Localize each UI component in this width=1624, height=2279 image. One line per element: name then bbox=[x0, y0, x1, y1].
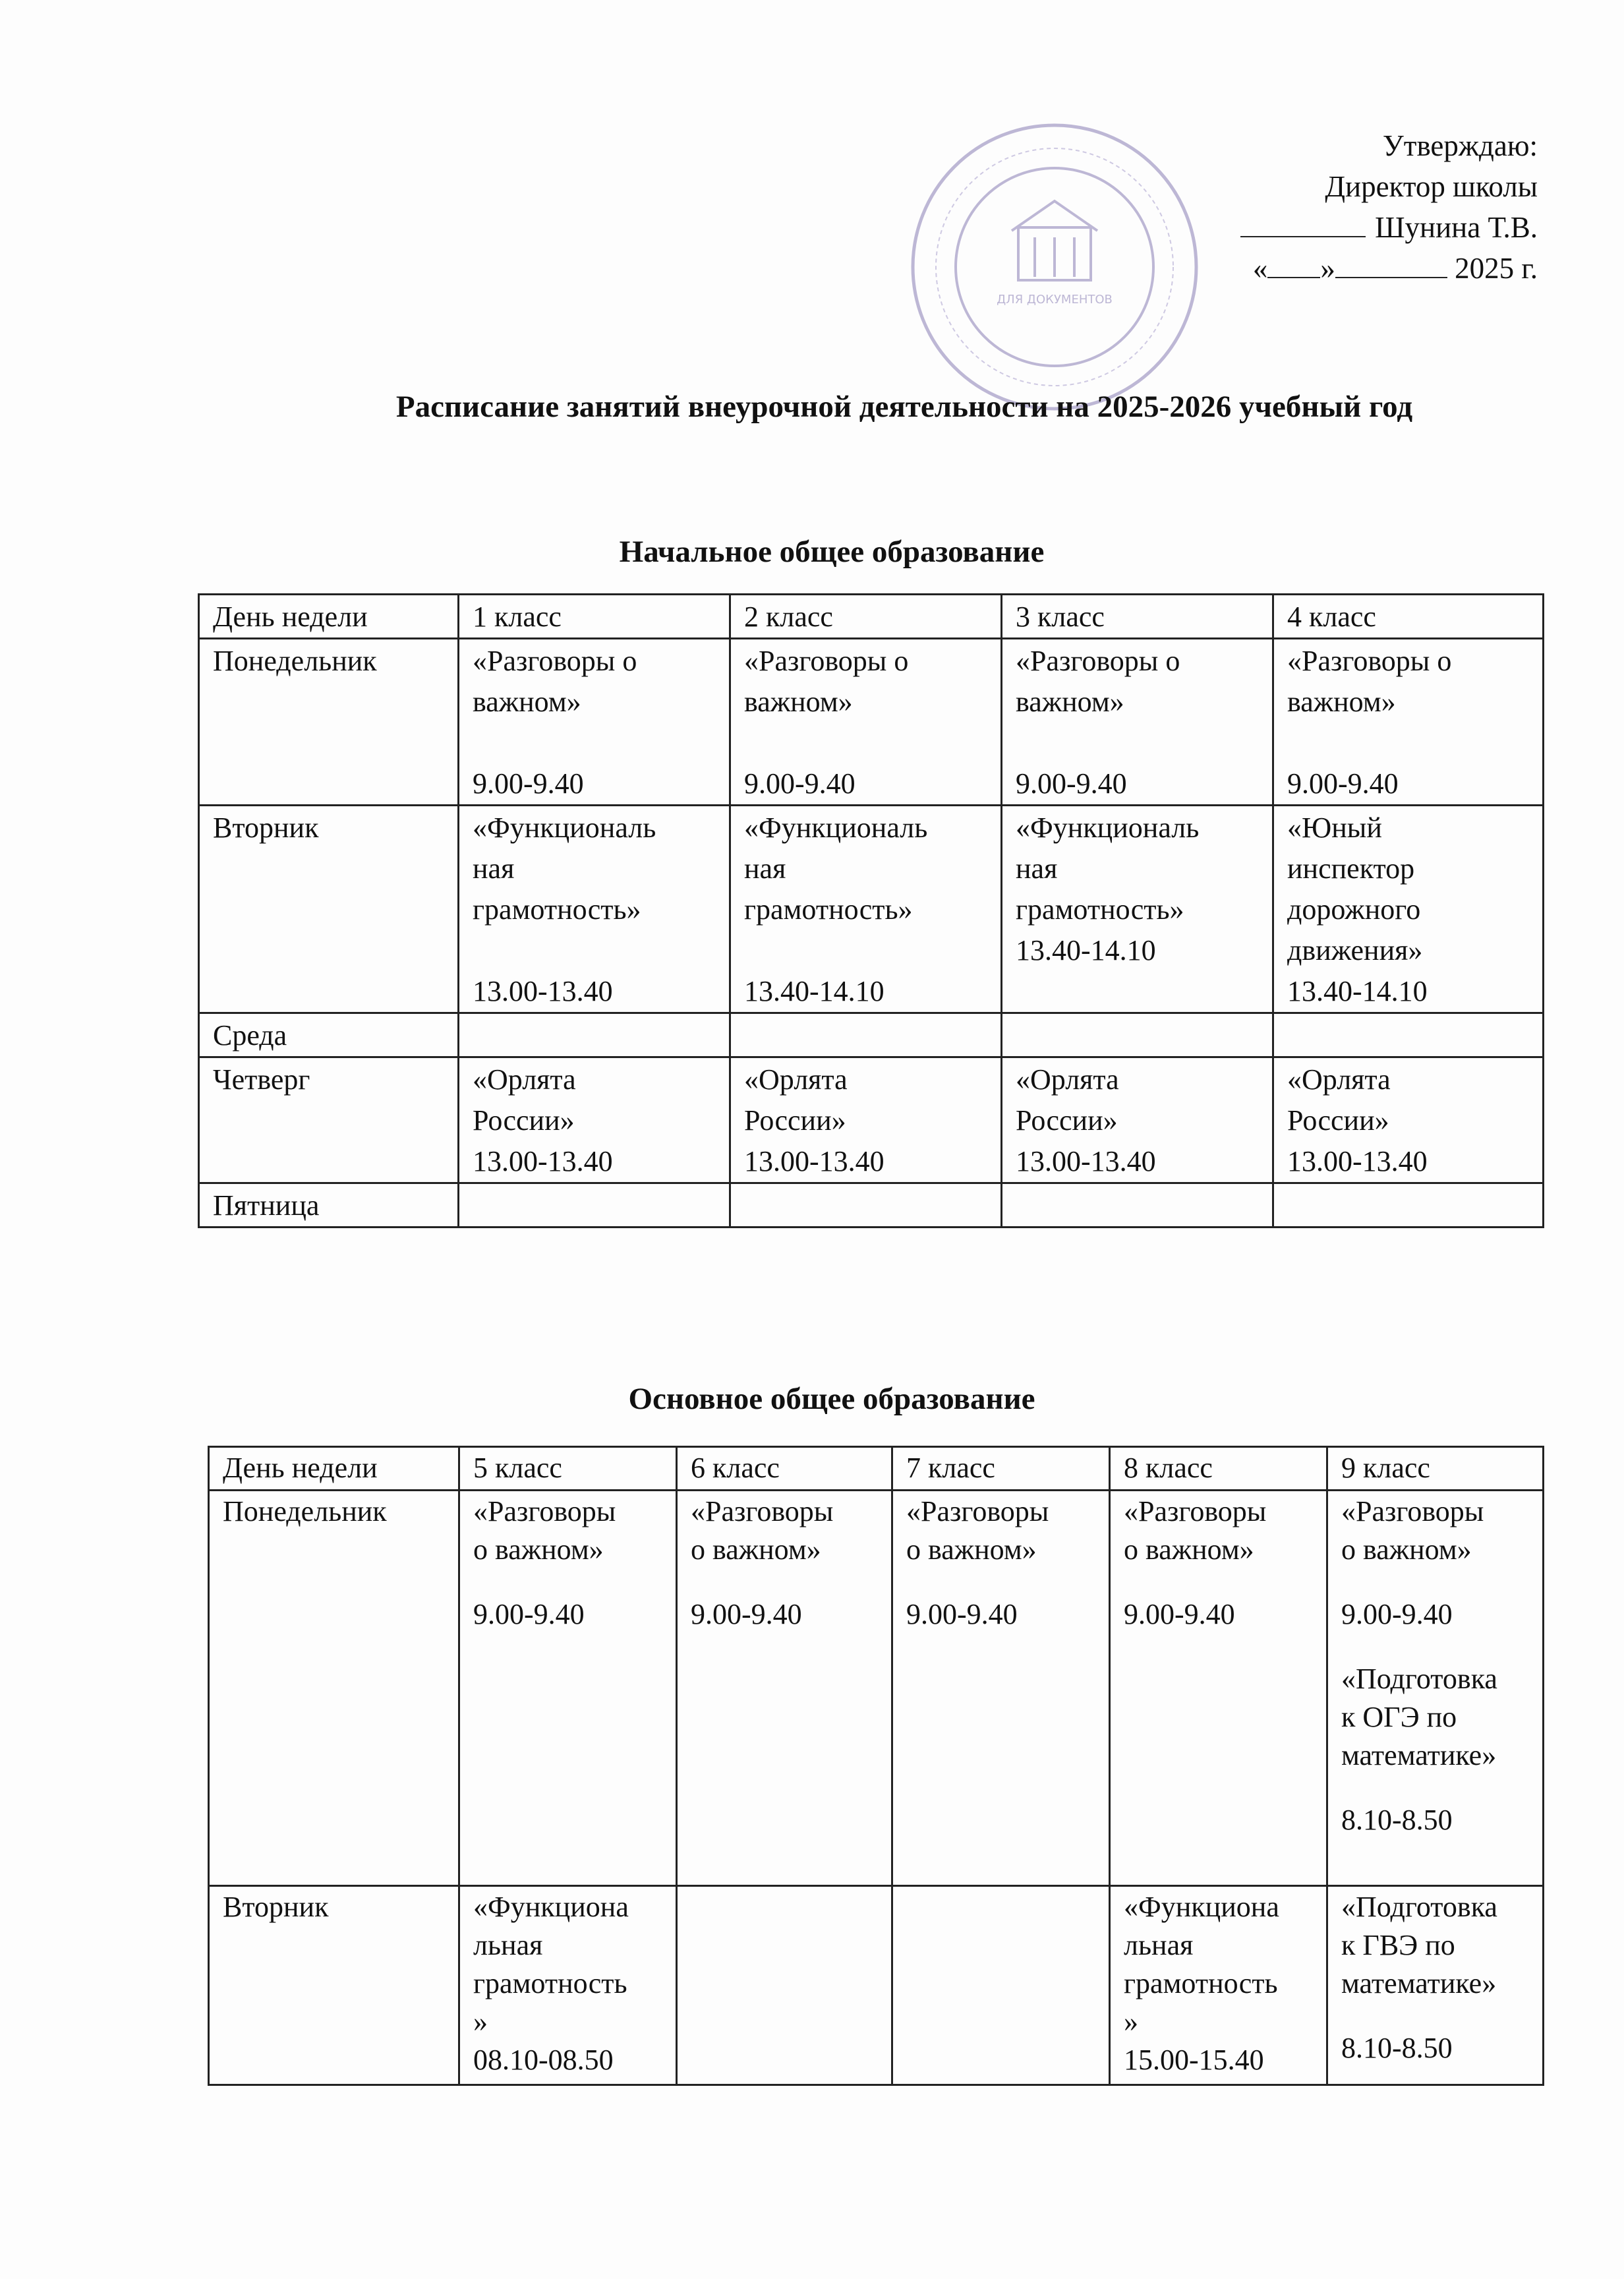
table-row bbox=[199, 1057, 1544, 1183]
header-day: День недели bbox=[209, 1447, 459, 1491]
activity-time: 13.00-13.40 bbox=[744, 1145, 884, 1177]
schedule-cell bbox=[1273, 1057, 1544, 1183]
activity-time: 13.40-14.10 bbox=[744, 975, 884, 1007]
activity-name: «Подготовка к ГВЭ по математике» bbox=[1341, 1891, 1497, 1999]
activity-name: «Разговоры о важном» bbox=[473, 1495, 616, 1566]
day-cell: Вторник bbox=[209, 1886, 459, 2085]
activity-time: 9.00-9.40 bbox=[906, 1598, 1018, 1630]
table-row bbox=[199, 806, 1544, 1013]
schedule-cell bbox=[1273, 1013, 1544, 1057]
signature-blank bbox=[1240, 210, 1366, 237]
schedule-cell bbox=[1110, 1491, 1327, 1886]
table-row bbox=[199, 1183, 1544, 1228]
day-cell: Понедельник bbox=[209, 1491, 459, 1886]
schedule-cell bbox=[730, 639, 1002, 806]
header-class-2: 2 класс bbox=[730, 595, 1002, 639]
date-year: 2025 г. bbox=[1455, 252, 1538, 285]
activity-name: «Орлята России» bbox=[473, 1063, 576, 1137]
schedule-cell bbox=[1327, 1886, 1544, 2085]
stamp-center-text: ДЛЯ ДОКУМЕНТОВ bbox=[997, 293, 1113, 307]
activity-time: 9.00-9.40 bbox=[473, 767, 584, 800]
schedule-cell bbox=[459, 806, 730, 1013]
schedule-cell bbox=[730, 1013, 1002, 1057]
activity-time: 13.00-13.40 bbox=[473, 1145, 613, 1177]
table-row bbox=[209, 1491, 1544, 1886]
day-cell: Понедельник bbox=[199, 639, 459, 806]
schedule-cell bbox=[1273, 639, 1544, 806]
activity-name: «Функциональ ная грамотность» bbox=[473, 812, 656, 926]
activity-name: «Разговоры о важном» bbox=[1124, 1495, 1267, 1566]
extra-activity-name: «Подготовка к ОГЭ по математике» bbox=[1341, 1663, 1497, 1771]
activity-time: 13.00-13.40 bbox=[1287, 1145, 1428, 1177]
table-header-row bbox=[209, 1447, 1544, 1491]
activity-time: 13.40-14.10 bbox=[1287, 975, 1428, 1007]
table-row bbox=[199, 1013, 1544, 1057]
header-day: День недели bbox=[199, 595, 459, 639]
activity-name: «Разговоры о важном» bbox=[1287, 645, 1452, 718]
header-class-3: 3 класс bbox=[1002, 595, 1273, 639]
day-cell: Четверг bbox=[199, 1057, 459, 1183]
table-row bbox=[209, 1886, 1544, 2085]
schedule-cell bbox=[459, 1491, 677, 1886]
table-row bbox=[199, 639, 1544, 806]
activity-name: «Орлята России» bbox=[1287, 1063, 1391, 1137]
activity-name: «Орлята России» bbox=[1016, 1063, 1119, 1137]
schedule-cell bbox=[1002, 1013, 1273, 1057]
activity-time: 08.10-08.50 bbox=[473, 2044, 614, 2076]
schedule-cell bbox=[1110, 1886, 1327, 2085]
activity-name: «Разговоры о важном» bbox=[744, 645, 909, 718]
activity-time: 9.00-9.40 bbox=[1016, 767, 1127, 800]
activity-time: 8.10-8.50 bbox=[1341, 2032, 1453, 2064]
schedule-cell bbox=[1002, 806, 1273, 1013]
director-name: Шунина Т.В. bbox=[1375, 211, 1538, 244]
schedule-cell bbox=[1273, 806, 1544, 1013]
schedule-cell bbox=[730, 1057, 1002, 1183]
schedule-cell bbox=[459, 1886, 677, 2085]
primary-section-title: Начальное общее образование bbox=[619, 535, 1045, 569]
activity-name: «Функциональ ная грамотность» bbox=[1016, 812, 1200, 926]
schedule-cell bbox=[892, 1491, 1110, 1886]
basic-section-title: Основное общее образование bbox=[628, 1382, 1035, 1416]
header-class-6: 6 класс bbox=[677, 1447, 892, 1491]
activity-time: 9.00-9.40 bbox=[1287, 767, 1399, 800]
activity-time: 15.00-15.40 bbox=[1124, 2044, 1264, 2076]
activity-time: 9.00-9.40 bbox=[1341, 1598, 1453, 1630]
activity-time: 9.00-9.40 bbox=[744, 767, 856, 800]
schedule-cell bbox=[1002, 639, 1273, 806]
activity-name: «Разговоры о важном» bbox=[473, 645, 637, 718]
activity-time: 13.00-13.40 bbox=[473, 975, 613, 1007]
activity-name: «Разговоры о важном» bbox=[906, 1495, 1049, 1566]
basic-schedule-table bbox=[208, 1446, 1544, 2086]
activity-name: «Функциона льная грамотность » bbox=[1124, 1891, 1279, 2038]
date-day-blank bbox=[1267, 251, 1320, 278]
schedule-cell bbox=[459, 1057, 730, 1183]
activity-name: «Разговоры о важном» bbox=[691, 1495, 834, 1566]
schedule-cell bbox=[730, 1183, 1002, 1228]
activity-name: «Юный инспектор дорожного движения» bbox=[1287, 812, 1423, 966]
activity-name: «Разговоры о важном» bbox=[1016, 645, 1180, 718]
schedule-cell bbox=[459, 1013, 730, 1057]
date-open-quote: « bbox=[1252, 252, 1268, 285]
schedule-cell bbox=[459, 1183, 730, 1228]
activity-name: «Функциона льная грамотность » bbox=[473, 1891, 629, 2038]
schedule-cell bbox=[1002, 1183, 1273, 1228]
schedule-cell bbox=[459, 639, 730, 806]
header-class-1: 1 класс bbox=[459, 595, 730, 639]
day-cell: Среда bbox=[199, 1013, 459, 1057]
director-position: Директор школы bbox=[1325, 170, 1538, 203]
schedule-cell bbox=[892, 1886, 1110, 2085]
schedule-cell bbox=[677, 1491, 892, 1886]
activity-time: 9.00-9.40 bbox=[473, 1598, 585, 1630]
date-close-quote: » bbox=[1320, 252, 1335, 285]
page-title: Расписание занятий внеурочной деятельности на 2025-2026 учебный год bbox=[395, 390, 1413, 424]
day-cell: Вторник bbox=[199, 806, 459, 1013]
activity-name: «Разговоры о важном» bbox=[1341, 1495, 1484, 1566]
date-month-blank bbox=[1335, 251, 1447, 278]
day-cell: Пятница bbox=[199, 1183, 459, 1228]
school-stamp bbox=[903, 115, 1206, 419]
approve-word: Утверждаю: bbox=[1382, 129, 1538, 162]
schedule-cell bbox=[730, 806, 1002, 1013]
activity-time: 9.00-9.40 bbox=[1124, 1598, 1235, 1630]
activity-time: 13.00-13.40 bbox=[1016, 1145, 1156, 1177]
table-header-row bbox=[199, 595, 1544, 639]
activity-time: 13.40-14.10 bbox=[1016, 934, 1156, 966]
primary-schedule-table bbox=[198, 593, 1544, 1228]
header-class-5: 5 класс bbox=[459, 1447, 677, 1491]
activity-name: «Функциональ ная грамотность» bbox=[744, 812, 928, 926]
header-class-8: 8 класс bbox=[1110, 1447, 1327, 1491]
header-class-7: 7 класс bbox=[892, 1447, 1110, 1491]
schedule-cell bbox=[1327, 1491, 1544, 1886]
schedule-cell bbox=[677, 1886, 892, 2085]
activity-time: 9.00-9.40 bbox=[691, 1598, 802, 1630]
header-class-4: 4 класс bbox=[1273, 595, 1544, 639]
stamp-building-icon bbox=[1012, 201, 1097, 280]
activity-name: «Орлята России» bbox=[744, 1063, 848, 1137]
schedule-cell bbox=[1002, 1057, 1273, 1183]
header-class-9: 9 класс bbox=[1327, 1447, 1544, 1491]
extra-activity-time: 8.10-8.50 bbox=[1341, 1804, 1453, 1836]
schedule-cell bbox=[1273, 1183, 1544, 1228]
